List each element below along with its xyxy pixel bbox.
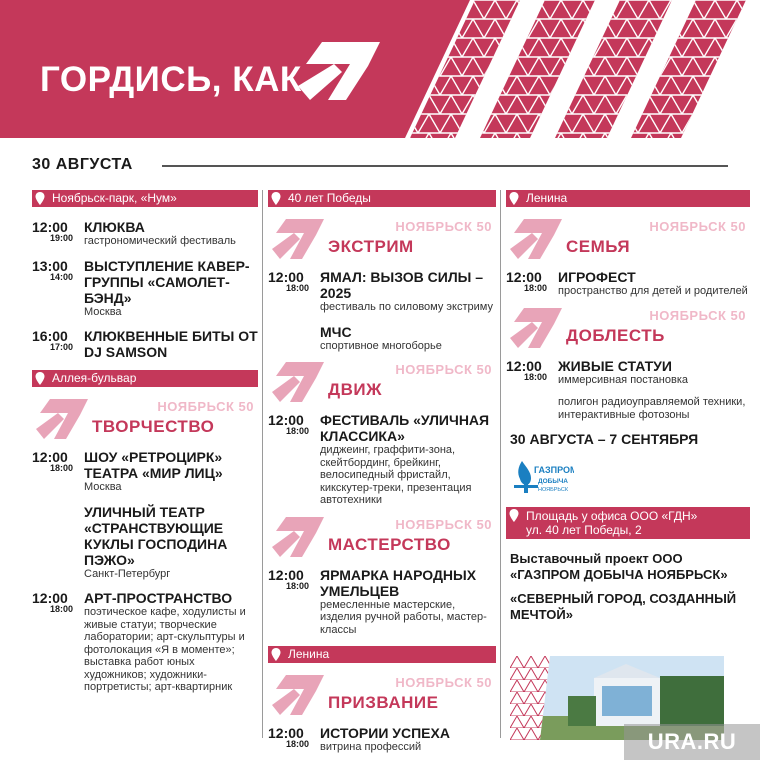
location-pin-icon (270, 646, 282, 663)
category-name: ДВИЖ (328, 380, 382, 399)
venue-label: 40 лет Победы (288, 191, 371, 205)
venue-label: Площадь у офиса ООО «ГДН» (526, 509, 698, 523)
category-arrow-icon (510, 219, 562, 259)
logo-line-2: ДОБЫЧА (538, 478, 568, 485)
event-title: КЛЮКВЕННЫЕ БИТЫ ОТ DJ SAMSON (84, 328, 258, 360)
logo-line-3: НОЯБРЬСК (538, 487, 569, 493)
header-title: ГОРДИСЬ, КАК (40, 60, 302, 99)
column-2 (268, 190, 496, 760)
category-name: ЭКСТРИМ (328, 237, 414, 256)
column-1 (32, 190, 258, 704)
venue-bar (506, 190, 750, 207)
category-header (32, 399, 258, 439)
category-brand: НОЯБРЬСК 50 (395, 516, 492, 532)
venue-address: ул. 40 лет Победы, 2 (526, 523, 642, 537)
event-item (506, 269, 750, 298)
venue-label: Аллея-бульвар (52, 371, 137, 385)
venue-bar (268, 646, 496, 663)
event-start-time: 12:00 (32, 219, 68, 235)
category-arrow-icon (272, 517, 324, 557)
logo-line-1: ГАЗПРОМ (534, 465, 574, 475)
event-item (506, 396, 750, 421)
category-header (268, 362, 496, 402)
event-end-time: 14:00 (50, 271, 74, 282)
event-start-time: 12:00 (506, 357, 542, 374)
event-description: гастрономический фестиваль (84, 235, 236, 247)
column-divider (500, 190, 501, 738)
event-description: Москва (84, 305, 122, 318)
arrow-logo-icon (298, 42, 380, 100)
event-item (32, 328, 258, 360)
location-pin-icon (508, 507, 520, 524)
event-start-time: 12:00 (32, 590, 68, 606)
event-item (32, 590, 258, 694)
event-start-time: 12:00 (506, 269, 542, 285)
event-title: ИСТОРИИ УСПЕХА (320, 725, 450, 741)
venue-label: Ленина (526, 191, 568, 205)
category-header (506, 219, 750, 259)
column-3 (506, 190, 750, 631)
venue-label: Ноябрьск-парк, «Нум» (52, 191, 177, 205)
event-title: УЛИЧНЫЙ ТЕАТР «СТРАНСТВУЮЩИЕ КУКЛЫ ГОСПОДИНА ПЭЖО» (84, 503, 228, 568)
event-description: фестиваль по силовому экстриму (320, 301, 493, 313)
event-end-time: 17:00 (50, 342, 74, 352)
category-arrow-icon (36, 399, 88, 439)
category-header (268, 675, 496, 715)
venue-bar (32, 190, 258, 207)
venue-bar (32, 370, 258, 387)
watermark: URA.RU (624, 724, 760, 760)
event-end-time: 19:00 (50, 233, 74, 243)
location-pin-icon (270, 190, 282, 207)
event-item (32, 449, 258, 494)
category-name: ДОБЛЕСТЬ (566, 325, 665, 345)
category-header (506, 308, 750, 348)
event-description: спортивное многоборье (320, 339, 442, 352)
location-pin-icon (34, 370, 46, 387)
category-arrow-icon (272, 675, 324, 715)
exhibition-title: Выставочный проект ООО «ГАЗПРОМ ДОБЫЧА НОЯБРЬСК» (510, 551, 728, 582)
event-title: ВЫСТУПЛЕНИЕ КАВЕР-ГРУППЫ «САМОЛЕТ-БЭНД» (84, 257, 250, 306)
category-brand: НОЯБРЬСК 50 (157, 399, 254, 414)
category-arrow-icon (272, 219, 324, 259)
event-start-time: 12:00 (32, 449, 68, 465)
event-start-time: 12:00 (268, 725, 304, 741)
event-title: МЧС (320, 323, 352, 340)
event-description: витрина профессий (320, 741, 422, 753)
location-pin-icon (508, 190, 520, 207)
event-description: иммерсивная постановка (558, 373, 689, 386)
event-item (32, 504, 258, 581)
location-pin-icon (34, 190, 46, 207)
header-banner (0, 0, 760, 138)
event-end-time: 18:00 (50, 604, 74, 614)
category-brand: НОЯБРЬСК 50 (649, 307, 746, 323)
gazprom-flame-logo-icon (512, 457, 574, 497)
category-name: СЕМЬЯ (566, 237, 631, 256)
event-start-time: 12:00 (268, 566, 304, 583)
event-description: пространство для детей и родителей (558, 285, 748, 297)
category-header (268, 219, 496, 259)
venue-bar (506, 507, 750, 539)
event-title: ФЕСТИВАЛЬ «УЛИЧНАЯ КЛАССИКА» (320, 412, 490, 444)
event-title: ШОУ «РЕТРОЦИРК» ТЕАТРА «МИР ЛИЦ» (84, 449, 223, 481)
event-item (268, 269, 496, 314)
event-start-time: 12:00 (268, 412, 304, 428)
category-brand: НОЯБРЬСК 50 (395, 219, 492, 234)
category-arrow-icon (272, 362, 324, 402)
event-end-time: 18:00 (524, 371, 548, 382)
category-brand: НОЯБРЬСК 50 (395, 675, 492, 690)
event-item (268, 567, 496, 637)
event-description: полигон радиоуправляемой техники, интерактивные фотозоны (558, 396, 746, 421)
event-end-time: 18:00 (524, 283, 548, 293)
event-item (32, 258, 258, 319)
venue-label: Ленина (288, 647, 330, 661)
event-title: ИГРОФЕСТ (558, 269, 636, 285)
event-item (268, 412, 496, 507)
category-brand: НОЯБРЬСК 50 (395, 362, 492, 377)
event-title: ЯРМАРКА НАРОДНЫХ УМЕЛЬЦЕВ (320, 566, 477, 599)
column-divider (262, 190, 263, 738)
category-brand: НОЯБРЬСК 50 (649, 219, 746, 234)
category-name: МАСТЕРСТВО (328, 534, 451, 554)
event-title: ЖИВЫЕ СТАТУИ (558, 357, 672, 374)
event-end-time: 18:00 (50, 463, 74, 473)
category-header (268, 517, 496, 557)
event-title: КЛЮКВА (84, 219, 145, 235)
event-title: АРТ-ПРОСТРАНСТВО (84, 590, 233, 606)
event-description: ремесленные мастерские, изделия ручной работы, мастер-классы (320, 598, 487, 636)
event-start-time: 16:00 (32, 328, 68, 344)
venue-bar (268, 190, 496, 207)
event-start-time: 12:00 (268, 269, 304, 285)
event-item (268, 324, 496, 353)
category-name: ПРИЗВАНИЕ (328, 693, 439, 712)
event-item (32, 219, 258, 248)
event-end-time: 18:00 (286, 739, 310, 749)
exhibition-name: «СЕВЕРНЫЙ ГОРОД, СОЗДАННЫЙ МЕЧТОЙ» (510, 591, 737, 622)
category-name: ТВОРЧЕСТВО (92, 417, 215, 436)
date-divider (162, 165, 728, 167)
gazprom-logo (512, 457, 750, 497)
date-range: 30 АВГУСТА – 7 СЕНТЯБРЯ (510, 431, 699, 447)
event-end-time: 18:00 (286, 283, 310, 293)
event-title: ЯМАЛ: ВЫЗОВ СИЛЫ – 2025 (320, 269, 484, 301)
event-description: поэтическое кафе, ходулисты и живые статуи; творческие лаборатории; арт-скульптуры и фотолокация «Я в моменте»; выставка работ юных художников; художники-портретисты; арт-квартирник (84, 606, 246, 693)
category-arrow-icon (510, 308, 562, 348)
event-description: Санкт-Петербург (84, 567, 171, 580)
event-item (268, 725, 496, 754)
event-end-time: 18:00 (286, 580, 310, 591)
event-description: Москва (84, 481, 122, 493)
event-description: диджеинг, граффити-зона, скейтбординг, брейкинг, велосипедный фристайл, кикскутер-треки, презентация автотехники (320, 444, 472, 506)
main-date: 30 АВГУСТА (32, 156, 133, 173)
event-start-time: 13:00 (32, 257, 68, 274)
event-item (506, 358, 750, 387)
event-end-time: 18:00 (286, 426, 310, 436)
